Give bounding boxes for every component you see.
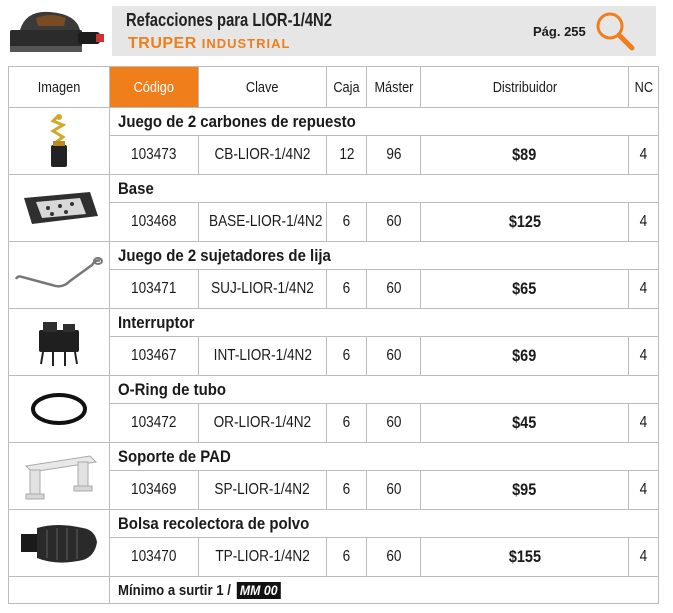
o-ring-icon — [29, 389, 89, 429]
column-header-master: Máster — [367, 67, 421, 108]
table-header-row — [9, 67, 659, 108]
product-code: 103467 — [110, 337, 199, 376]
product-image-cell — [9, 443, 110, 510]
product-name: Soporte de PAD — [110, 443, 659, 471]
product-master: 60 — [367, 337, 421, 376]
product-nc: 4 — [629, 404, 659, 443]
search-icon[interactable] — [593, 10, 637, 52]
product-price: $89 — [421, 136, 629, 175]
product-image-cell — [9, 108, 110, 175]
product-name: Juego de 2 sujetadores de lija — [110, 242, 659, 270]
product-name: Base — [110, 175, 659, 203]
column-header-caja: Caja — [327, 67, 367, 108]
carbon-brush-icon — [39, 111, 79, 171]
product-caja: 6 — [327, 270, 367, 309]
product-caja: 12 — [327, 136, 367, 175]
product-master: 60 — [367, 203, 421, 242]
product-master: 60 — [367, 538, 421, 577]
product-code: 103471 — [110, 270, 199, 309]
product-master: 60 — [367, 270, 421, 309]
product-image-cell — [9, 309, 110, 376]
product-nc: 4 — [629, 337, 659, 376]
minimum-order-note — [110, 577, 659, 604]
table-row — [9, 376, 659, 404]
product-caja: 6 — [327, 404, 367, 443]
sanding-base-icon — [14, 186, 104, 230]
product-code: 103470 — [110, 538, 199, 577]
product-master: 60 — [367, 404, 421, 443]
product-price: $95 — [421, 471, 629, 510]
product-price: $69 — [421, 337, 629, 376]
product-clave: CB-LIOR-1/4N2 — [199, 136, 327, 175]
table-row — [9, 175, 659, 203]
product-price: $125 — [421, 203, 629, 242]
page-title: Refacciones para LIOR-1/4N2 — [126, 10, 332, 30]
brand-logo — [128, 35, 290, 53]
product-nc: 4 — [629, 136, 659, 175]
page-header — [0, 0, 673, 60]
column-header-distribuidor: Distribuidor — [421, 67, 629, 108]
product-price: $65 — [421, 270, 629, 309]
product-price: $155 — [421, 538, 629, 577]
product-image-cell — [9, 376, 110, 443]
product-master: 96 — [367, 136, 421, 175]
table-row — [9, 242, 659, 270]
table-row — [9, 510, 659, 538]
product-code: 103468 — [110, 203, 199, 242]
product-code: 103473 — [110, 136, 199, 175]
product-caja: 6 — [327, 471, 367, 510]
footer-empty-cell — [9, 577, 110, 604]
product-caja: 6 — [327, 337, 367, 376]
product-clave: SP-LIOR-1/4N2 — [199, 471, 327, 510]
product-clave: BASE-LIOR-1/4N2 — [199, 203, 327, 242]
product-master: 60 — [367, 471, 421, 510]
product-image-cell — [9, 175, 110, 242]
product-name: O-Ring de tubo — [110, 376, 659, 404]
product-nc: 4 — [629, 270, 659, 309]
dust-bag-icon — [17, 518, 101, 568]
column-header-imagen: Imagen — [9, 67, 110, 108]
product-name: Interruptor — [110, 309, 659, 337]
product-clave: OR-LIOR-1/4N2 — [199, 404, 327, 443]
column-header-nc: NC — [629, 67, 659, 108]
product-clave: INT-LIOR-1/4N2 — [199, 337, 327, 376]
mm-badge: MM 00 — [236, 582, 281, 599]
product-image-cell — [9, 510, 110, 577]
product-name: Juego de 2 carbones de repuesto — [110, 108, 659, 136]
table-footer-row — [9, 577, 659, 604]
brand-main: TRUPER — [128, 35, 197, 52]
product-price: $45 — [421, 404, 629, 443]
minimum-order-text: Mínimo a surtir 1 / — [118, 581, 231, 599]
product-code: 103472 — [110, 404, 199, 443]
column-header-codigo[interactable]: Código — [110, 67, 199, 108]
product-image-cell — [9, 242, 110, 309]
product-clave: SUJ-LIOR-1/4N2 — [199, 270, 327, 309]
table-row — [9, 108, 659, 136]
parts-table — [8, 66, 659, 604]
product-caja: 6 — [327, 203, 367, 242]
pad-support-icon — [16, 450, 102, 502]
product-clave: TP-LIOR-1/4N2 — [199, 538, 327, 577]
table-row — [9, 309, 659, 337]
sander-product-icon — [6, 6, 106, 56]
product-caja: 6 — [327, 538, 367, 577]
column-header-clave: Clave — [199, 67, 327, 108]
page-number: Pág. 255 — [533, 24, 586, 39]
product-nc: 4 — [629, 203, 659, 242]
product-code: 103469 — [110, 471, 199, 510]
table-row — [9, 443, 659, 471]
product-nc: 4 — [629, 471, 659, 510]
product-nc: 4 — [629, 538, 659, 577]
switch-icon — [29, 314, 89, 370]
wire-clamp-icon — [12, 253, 106, 297]
brand-sub: INDUSTRIAL — [201, 36, 291, 51]
product-name: Bolsa recolectora de polvo — [110, 510, 659, 538]
